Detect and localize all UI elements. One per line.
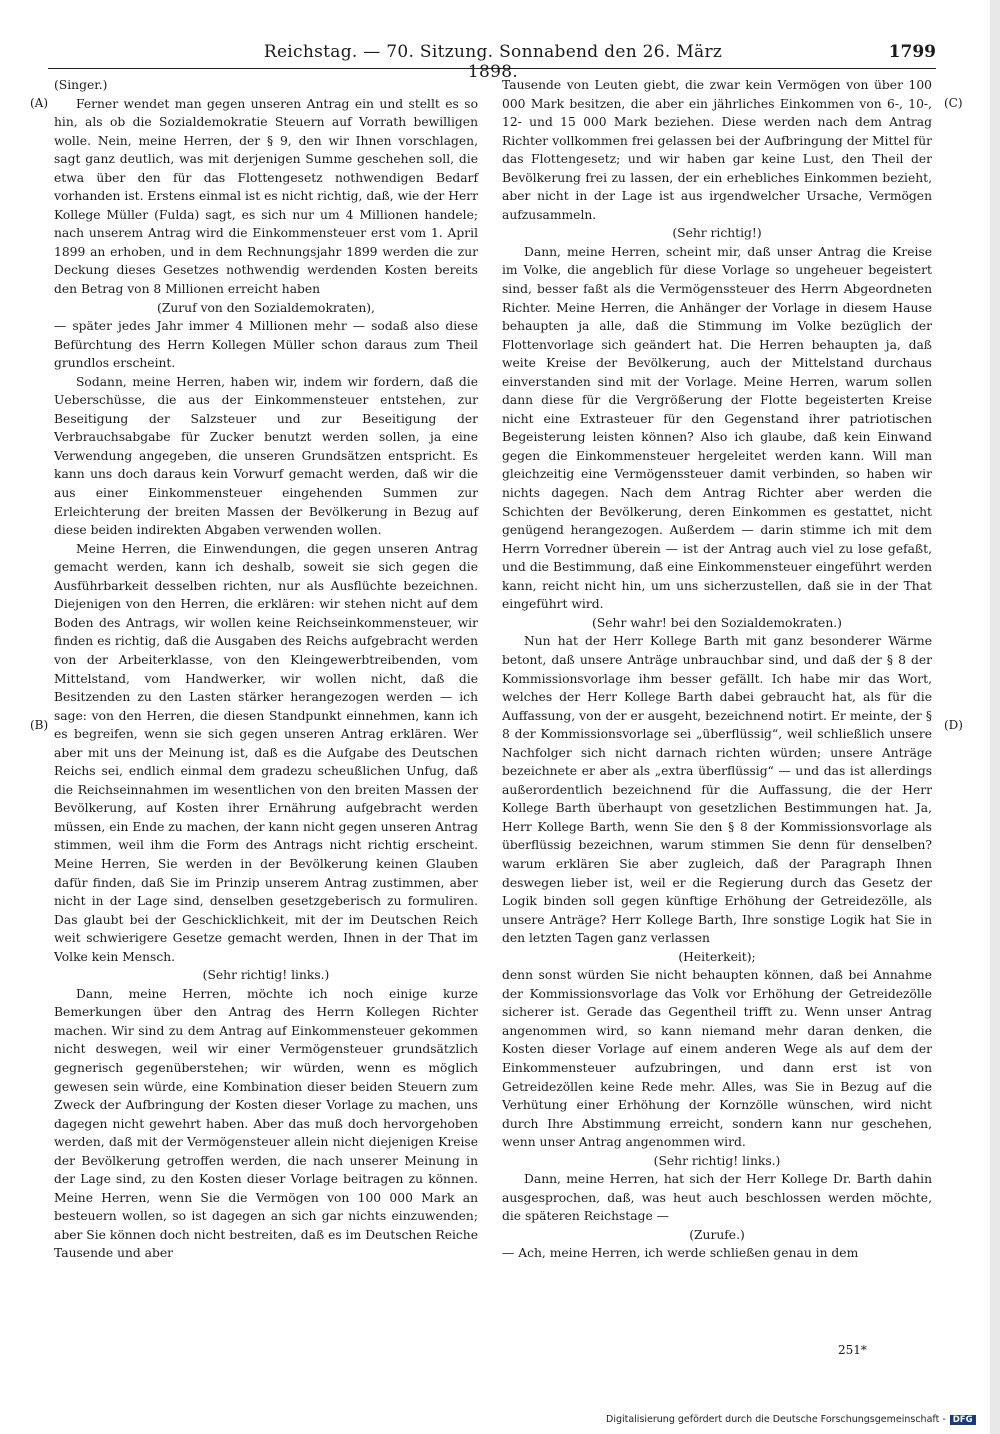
paragraph: — Ach, meine Herren, ich werde schließen genau in dem <box>502 1246 859 1261</box>
paragraph: Ferner wendet man gegen unseren Antrag ein und stellt es so hin, als ob die Sozialdemokratie Steuern auf Vorrath bewilligen wolle. Nein, meine Herren, der § 9, den wir Ihnen vorschlagen, sagt ganz deutlich, was mit derjenigen Summe geschehen soll, die etwa über den für das Flottengesetz nothwendigen Bedarf vorhanden ist. Erstens einmal ist es nicht richtig, daß, wie der Herr Kollege Müller (Fulda) sagt, es sich nur um 4 Millionen handele; nach unserem Antrag wird die Einkommensteuer erst vom 1. April 1899 an erhoben, und in dem Rechnungsjahr 1899 werden die zur Deckung dieses Gesetzes nothwendig werdenden Kosten bereits den Betrag von 8 Millionen erreicht haben <box>54 96 478 297</box>
paragraph: Sodann, meine Herren, haben wir, indem wir fordern, daß die Ueberschüsse, die aus der Einkommensteuer entstehen, zur Beseitigung der Salzsteuer und zur Beseitigung der Verbrauchsabgabe für Zucker benutzt werden sollen, ja eine Verwendung angegeben, die unseren Grundsätzen entspricht. Es kann uns doch daraus kein Vorwurf gemacht werden, daß wir die aus einer Einkommensteuer eingehenden Summen zur Erleichterung der breiten Massen der Bevölkerung in Bezug auf diese beiden indirekten Abgaben verwenden wollen. <box>54 374 478 538</box>
dfg-logo: DFG <box>950 1415 976 1425</box>
page-header <box>48 42 936 82</box>
margin-marker-b: (B) <box>30 718 49 732</box>
paragraph: Dann, meine Herren, hat sich der Herr Kollege Dr. Barth dahin ausgesprochen, daß, was heut auch beschlossen werden möchte, die späteren Reichstage — <box>502 1172 932 1224</box>
running-title: Reichstag. — 70. Sitzung. Sonnabend den 26. März 1898. <box>263 42 723 82</box>
page-number: 1799 <box>888 42 936 62</box>
digitization-credit <box>606 1414 976 1428</box>
interjection: (Sehr wahr! bei den Sozialdemokraten.) <box>592 615 842 630</box>
paragraph: Nun hat der Herr Kollege Barth mit ganz besonderer Wärme betont, daß unsere Anträge unbrauchbar sind, und daß der § 8 der Kommissionsvorlage ihm besser gefällt. Ich habe mir das Wort, welches der Herr Kollege Barth dabei gebraucht hat, als für die Auffassung, von der er ausgeht, bezeichnend notirt. Er meinte, der § 8 der Kommissionsvorlage sei „überflüssig“, weil schließlich unsere Nachfolger sich nicht darnach richten würden; unsere Anträge bezeichnete er aber als „extra überflüssig“ — und das ist allerdings außerordentlich bezeichnend für die Auffassung, die der Herr Kollege Barth überhaupt von gesetzlichen Bestimmungen hat. Ja, Herr Kollege Barth, wenn Sie den § 8 der Kommissionsvorlage als überflüssig bezeichnen, warum stimmen Sie denn für denselben? warum erklären Sie aber zugleich, daß der Paragraph Ihnen deswegen lieber ist, weil er die Regierung durch das Gesetz der Logik binden soll gegen künftige Erhöhung der Getreidezölle, als unsere Anträge? Herr Kollege Barth, Ihre sonstige Logik hat Sie in den letzten Tagen ganz verlassen <box>502 634 932 946</box>
signature-mark: 251* <box>838 1343 867 1357</box>
scan-edge <box>990 0 1000 1434</box>
interjection: (Zurufe.) <box>689 1227 745 1242</box>
interjection: (Zuruf von den Sozialdemokraten), <box>157 300 375 315</box>
paragraph: Meine Herren, die Einwendungen, die gegen unseren Antrag gemacht werden, kann ich deshalb, soweit sie sich gegen die Ausführbarkeit desselben richten, nur als Ausflüchte bezeichnen. Diejenigen von den Herren, die erklären: wir stehen nicht auf dem Boden des Antrags, wir wollen keine Reichseinkommensteuer, wir finden es richtig, daß die Ausgaben des Reichs aufgebracht werden von der Arbeiterklasse, von den Kleingewerbtreibenden, vom Mittelstand, vom Handwerker, wir wollen nicht, daß die Besitzenden zu den Lasten stärker herangezogen werden — ich sage: von den Herren, die diesen Standpunkt einnehmen, kann ich es begreifen, wenn sie sich gegen unseren Antrag erklären. Wer aber mit uns der Meinung ist, daß es die Aufgabe des Deutschen Reichs sei, endlich einmal dem gradezu scheußlichen Unfug, daß die Reichseinnahmen im wesentlichen von den breiten Massen der Bevölkerung, auf Kosten ihrer Ernährung aufgebracht werden müssen, ein Ende zu machen, der kann nicht gegen unseren Antrag stimmen, weil ihm die Form des Antrags nicht richtig erscheint. Meine Herren, Sie werden in der Bevölkerung keinen Glauben dafür finden, daß Sie im Prinzip unserem Antrag zustimmen, aber nicht in der Lage sind, denselben gesetzgeberisch zu formuliren. Das glaubt bei der Geschicklichkeit, mit der im Deutschen Reich weit schwierigere Gesetze gemacht werden, Ihnen in der That im Volke kein Mensch. <box>54 541 478 964</box>
interjection: (Heiterkeit); <box>678 949 756 964</box>
credit-text: Digitalisierung gefördert durch die Deutsche Forschungsgemeinschaft - <box>606 1414 946 1425</box>
paragraph: — später jedes Jahr immer 4 Millionen mehr — sodaß also diese Befürchtung des Herrn Kollegen Müller schon daraus zum Theil grundlos erscheint. <box>54 319 478 371</box>
paragraph: Tausende von Leuten giebt, die zwar kein Vermögen von über 100 000 Mark besitzen, die aber ein jährliches Einkommen von 6-, 10-, 12- und 15 000 Mark beziehen. Diese werden nach dem Antrag Richter vollkommen frei gelassen bei der Aufbringung der Mittel für das Flottengesetz; und wir haben gar keine Lust, den Theil der Bevölkerung frei zu lassen, der ein erhebliches Einkommen bezieht, aber nicht in der Lage ist aus irgendwelcher Ursache, Vermögen aufzusammeln. <box>502 78 932 222</box>
margin-marker-d: (D) <box>944 718 963 732</box>
speaker-name: (Singer.) <box>54 78 108 92</box>
interjection: (Sehr richtig! links.) <box>202 968 330 983</box>
right-column <box>502 76 932 1263</box>
paragraph: Dann, meine Herren, scheint mir, daß unser Antrag die Kreise im Volke, die angeblich für diese Vorlage so ungeheuer begeistert sind, besser faßt als die Vermögenssteuer des Herrn Abgeordneten Richter. Meine Herren, die Anhänger der Vorlage in diesem Hause behaupten ja alle, daß die Stimmung im Volke bezüglich der Flottenvorlage sich geändert hat. Die Herren behaupten ja, daß weite Kreise der Bevölkerung, auch der Mittelstand durchaus einverstanden sind mit der Vorlage. Meine Herren, warum sollen dann diese für die Vergrößerung der Flotte begeisterten Kreise nicht eine Extrasteuer für den Gegenstand ihrer patriotischen Begeisterung leisten können? Also ich glaube, daß kein Einwand gegen die Einkommensteuer hergeleitet werden kann. Will man gleichzeitig eine Vermögenssteuer damit verbinden, so haben wir nichts dagegen. Nach dem Antrag Richter aber werden die Schichten der Bevölkerung, deren Einkommen es gestattet, nicht genügend herangezogen. Außerdem — darin stimme ich mit dem Herrn Vorredner überein — ist der Antrag auch viel zu lose gefaßt, und die Bestimmung, daß eine Einkommensteuer eingeführt werden kann, reicht nicht hin, um uns sicherzustellen, daß sie in der That eingeführt wird. <box>502 244 932 612</box>
margin-marker-a: (A) <box>30 96 49 110</box>
margin-marker-c: (C) <box>944 96 963 110</box>
paragraph: Dann, meine Herren, möchte ich noch einige kurze Bemerkungen über den Antrag des Herrn Kollegen Richter machen. Wir sind zu dem Antrag auf Einkommensteuer gekommen nicht deswegen, weil wir einer Vermögensteuer grundsätzlich gegnerisch gegenüberstehen; wir würden, wenn es möglich gewesen sein würde, eine Kombination dieser beiden Steuern zum Zweck der Aufbringung der Kosten dieser Vorlage zu machen, uns dagegen nicht gewehrt haben. Aber das muß doch hervorgehoben werden, daß mit der Vermögensteuer allein nicht diejenigen Kreise der Bevölkerung getroffen werden, die nach unserer Meinung in der Lage sind, zu den Kosten dieser Vorlage beitragen zu können. Meine Herren, wenn Sie die Vermögen von 100 000 Mark an besteuern wollen, so ist dagegen an sich gar nichts einzuwenden; aber Sie können doch nicht bestreiten, daß es im Deutschen Reiche Tausende und aber <box>54 986 478 1261</box>
left-column <box>54 76 478 1263</box>
paragraph: denn sonst würden Sie nicht behaupten können, daß bei Annahme der Kommissionsvorlage das Volk vor Erhöhung der Getreidezölle sicherer ist. Gerade das Gegentheil trifft zu. Wenn unser Antrag angenommen wird, so kann niemand mehr daran denken, die Kosten dieser Vorlage auf einem anderen Wege als auf dem der Einkommensteuer aufzubringen, und dann erst ist von Getreidezöllen keine Rede mehr. Alles, was Sie in Bezug auf die Verhütung einer Erhöhung der Kornzölle wünschen, wird nicht durch Ihre Abstimmung erreicht, sondern kann nur geschehen, wenn unser Antrag angenommen wird. <box>502 968 932 1150</box>
interjection: (Sehr richtig! links.) <box>653 1153 781 1168</box>
interjection: (Sehr richtig!) <box>672 226 762 241</box>
